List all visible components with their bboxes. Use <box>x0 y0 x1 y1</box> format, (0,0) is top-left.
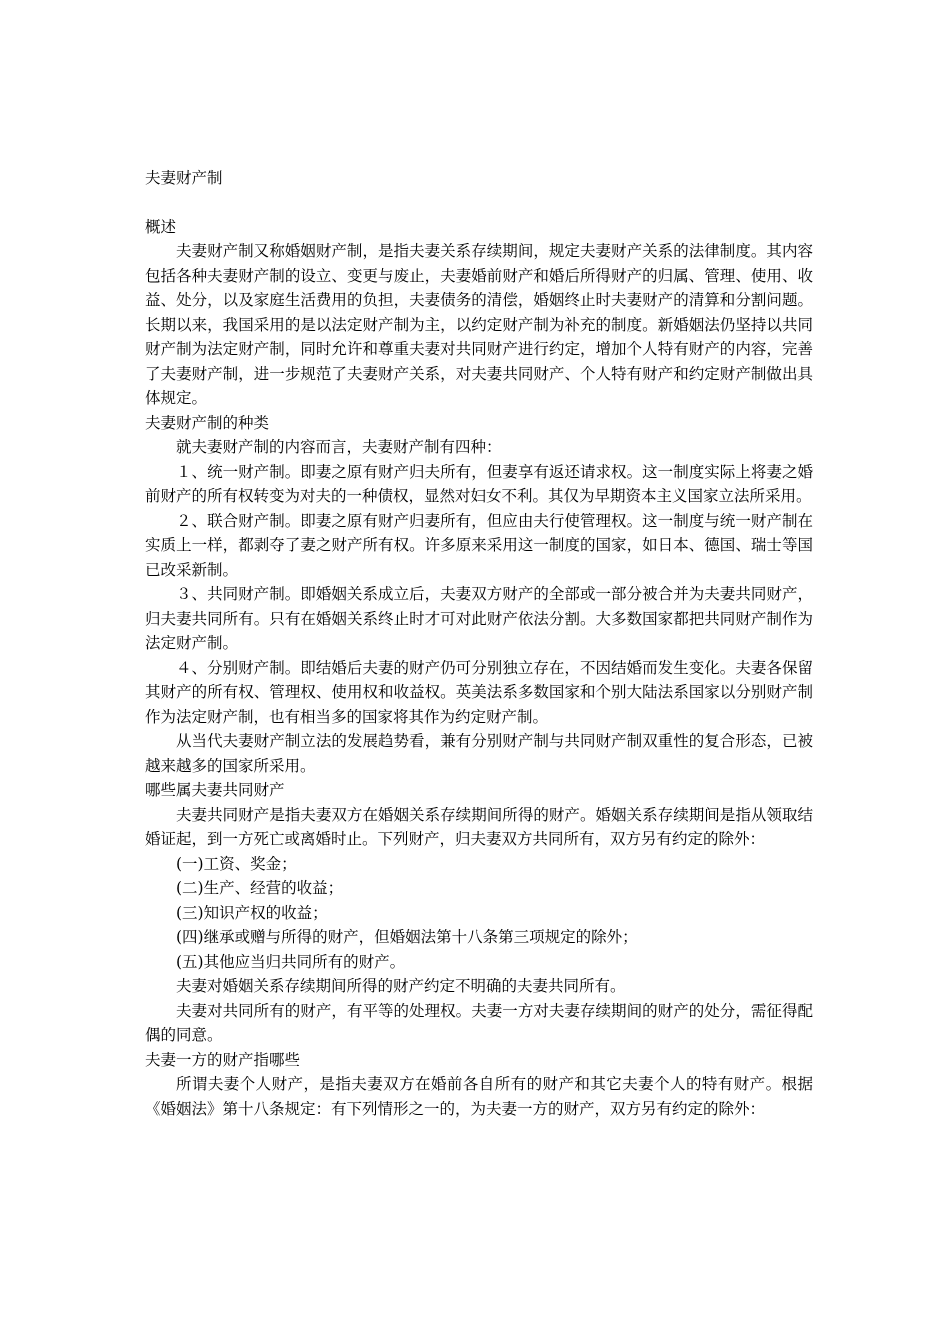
document-title: 夫妻财产制 <box>145 169 223 187</box>
section-heading: 夫妻一方的财产指哪些 <box>145 1050 301 1069</box>
paragraph: 就夫妻财产制的内容而言，夫妻财产制有四种： <box>176 438 502 456</box>
paragraph: 从当代夫妻财产制立法的发展趋势看，兼有分别财产制与共同财产制双重性的复合形态，已被越来越多的国家所采用。 <box>145 732 813 775</box>
section-heading: 夫妻财产制的种类 <box>145 413 270 432</box>
section-personal-property <box>145 1048 813 1122</box>
paragraph: 所谓夫妻个人财产，是指夫妻双方在婚前各自所有的财产和其它夫妻个人的特有财产。根据《婚姻法》第十八条规定：有下列情形之一的，为夫妻一方的财产，双方另有约定的除外： <box>145 1075 813 1118</box>
paragraph: 夫妻对婚姻关系存续期间所得的财产约定不明确的夫妻共同所有。 <box>176 977 626 995</box>
list-item: (四)继承或赠与所得的财产，但婚姻法第十八条第三项规定的除外； <box>176 928 638 946</box>
paragraph: 夫妻共同财产是指夫妻双方在婚姻关系存续期间所得的财产。婚姻关系存续期间是指从领取结婚证起，到一方死亡或离婚时止。下列财产，归夫妻双方共同所有，双方另有约定的除外： <box>145 805 813 848</box>
section-types <box>145 411 813 779</box>
paragraph: ２、联合财产制。即妻之原有财产归妻所有，但应由夫行使管理权。这一制度与统一财产制在实质上一样，都剥夺了妻之财产所有权。许多原来采用这一制度的国家，如日本、德国、瑞士等国已改采新制。 <box>145 511 813 579</box>
list-item: (二)生产、经营的收益； <box>176 879 344 897</box>
section-overview <box>145 215 813 411</box>
paragraph: 夫妻财产制又称婚姻财产制，是指夫妻关系存续期间，规定夫妻财产关系的法律制度。其内容包括各种夫妻财产制的设立、变更与废止，夫妻婚前财产和婚后所得财产的归属、管理、使用、收益、处分，以及家庭生活费用的负担，夫妻债务的清偿，婚姻终止时夫妻财产的清算和分割问题。长期以来，我国采用的是以法定财产制为主，以约定财产制为补充的制度。新婚姻法仍坚持以共同财产制为法定财产制，同时允许和尊重夫妻对共同财产进行约定，增加个人特有财产的内容，完善了夫妻财产制，进一步规范了夫妻财产关系，对夫妻共同财产、个人特有财产和约定财产制做出具体规定。 <box>145 242 813 407</box>
paragraph: １、统一财产制。即妻之原有财产归夫所有，但妻享有返还请求权。这一制度实际上将妻之婚前财产的所有权转变为对夫的一种债权，显然对妇女不利。其仅为早期资本主义国家立法所采用。 <box>145 462 813 505</box>
section-joint-property <box>145 778 813 1048</box>
section-heading: 概述 <box>145 217 177 236</box>
paragraph: ４、分别财产制。即结婚后夫妻的财产仍可分别独立存在，不因结婚而发生变化。夫妻各保留其财产的所有权、管理权、使用权和收益权。英美法系多数国家和个别大陆法系国家以分别财产制作为法定财产制，也有相当多的国家将其作为约定财产制。 <box>145 658 813 726</box>
paragraph: 夫妻对共同所有的财产，有平等的处理权。夫妻一方对夫妻存续期间的财产的处分，需征得配偶的同意。 <box>145 1001 813 1044</box>
paragraph: ３、共同财产制。即婚姻关系成立后，夫妻双方财产的全部或一部分被合并为夫妻共同财产，归夫妻共同所有。只有在婚姻关系终止时才可对此财产依法分割。大多数国家都把共同财产制作为法定财产制。 <box>145 585 813 652</box>
list-item: (五)其他应当归共同所有的财产。 <box>176 952 406 971</box>
document-page <box>145 166 813 1121</box>
list-item: (一)工资、奖金； <box>176 854 297 873</box>
section-heading: 哪些属夫妻共同财产 <box>145 781 285 799</box>
list-item: (三)知识产权的收益； <box>176 903 328 922</box>
